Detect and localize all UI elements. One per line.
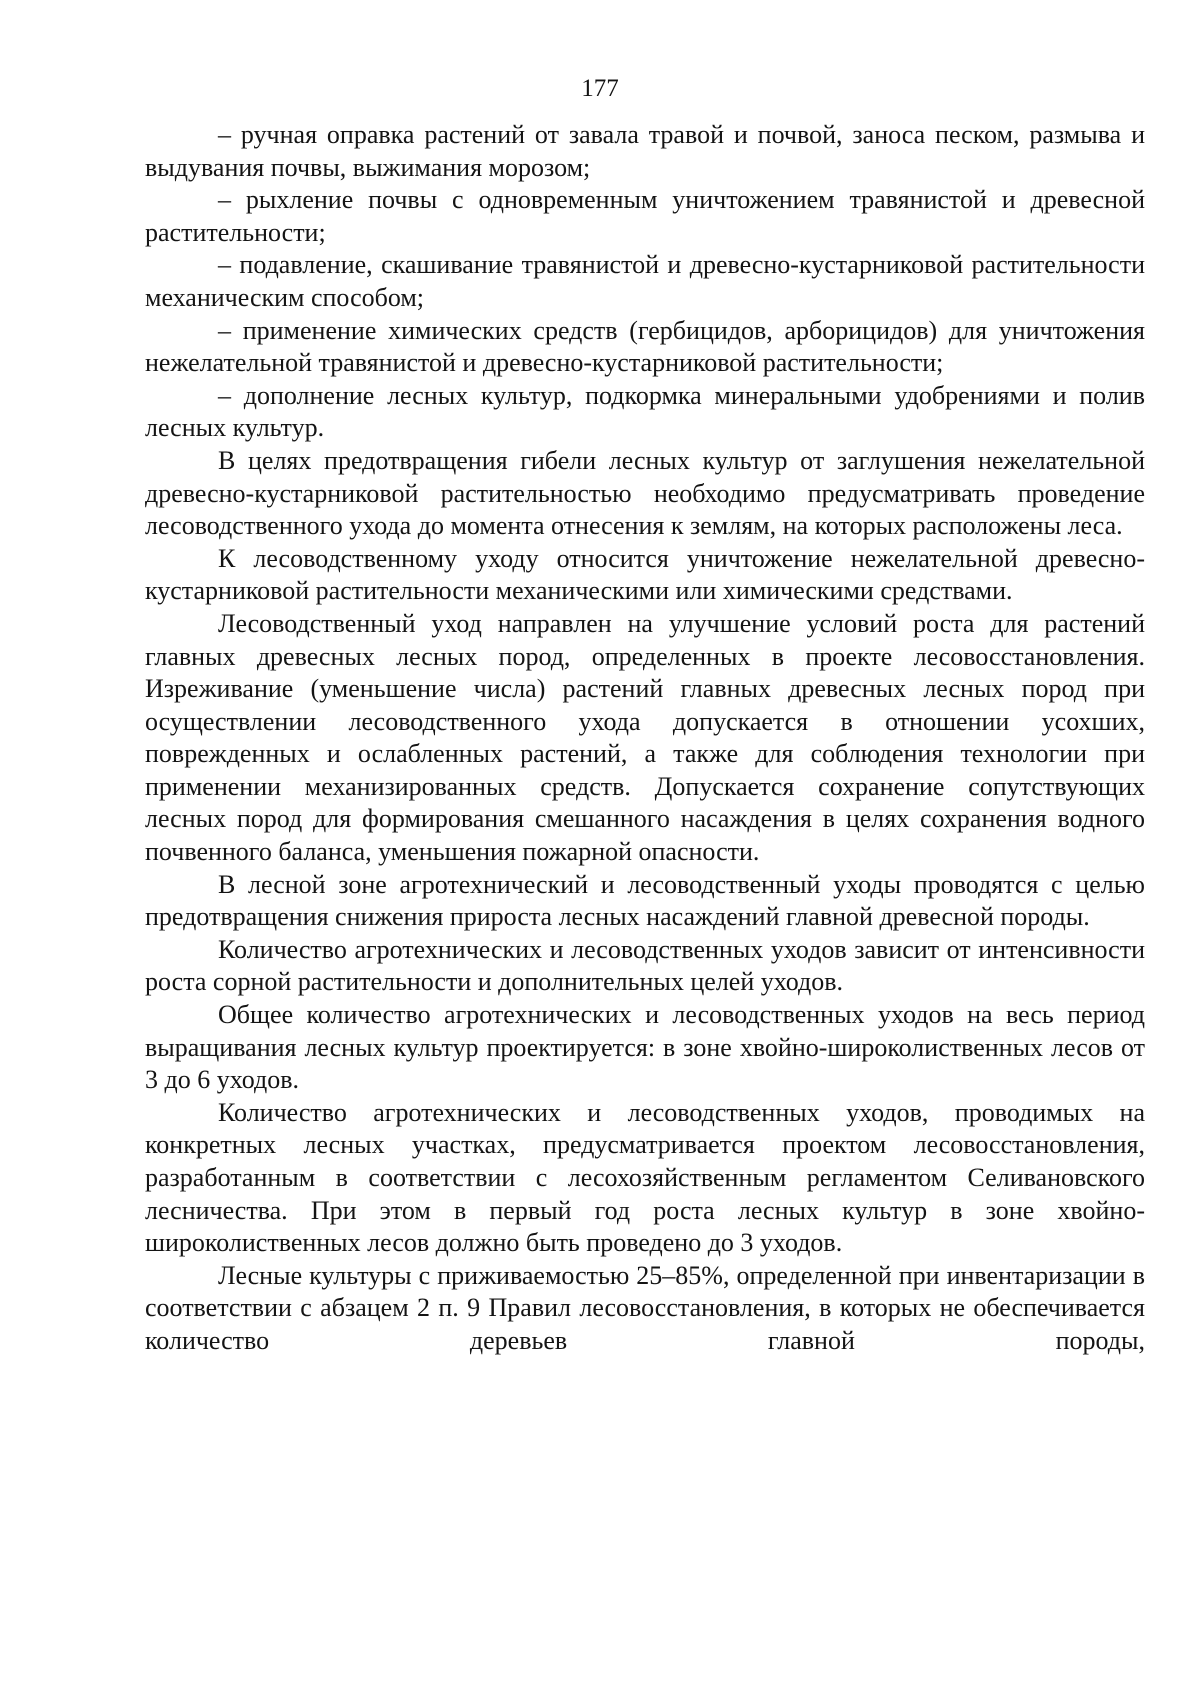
paragraph-list-item: – применение химических средств (гербицидов, арборицидов) для уничтожения нежелательной травянистой и древесно-кустарниковой растительности; bbox=[145, 315, 1145, 378]
paragraph: В целях предотвращения гибели лесных культур от заглушения нежелательной древесно-кустарниковой растительностью необходимо предусматривать проведение лесоводственного ухода до момента отнесения к землям, на которых расположены леса. bbox=[145, 445, 1145, 541]
paragraph: К лесоводственному уходу относится уничтожение нежелательной древесно-кустарниковой растительности механическими или химическими средствами. bbox=[145, 543, 1145, 606]
paragraph: Количество агротехнических и лесоводственных уходов, проводимых на конкретных лесных участках, предусматривается проектом лесовосстановления, разработанным в соответствии с лесохозяйственным регламентом Селивановского лесничества. При этом в первый год роста лесных культур в зоне хвойно-широколиственных лесов должно быть проведено до 3 уходов. bbox=[145, 1097, 1145, 1258]
paragraph-list-item: – подавление, скашивание травянистой и древесно-кустарниковой растительности механическим способом; bbox=[145, 250, 1145, 312]
page-number: 177 bbox=[581, 75, 619, 102]
paragraph-list-item: – ручная оправка растений от завала травой и почвой, заноса песком, размыва и выдувания почвы, выжимания морозом; bbox=[145, 120, 1145, 182]
paragraph: Лесоводственный уход направлен на улучшение условий роста для растений главных древесных лесных пород, определенных в проекте лесовосстановления. Изреживание (уменьшение числа) растений главных древесных лесных пород при осуществлении лесоводственного ухода допускается в отношении усохших, поврежденных и ослабленных растений, а также для соблюдения технологии при применении механизированных средств. Допускается сохранение сопутствующих лесных пород для формирования смешанного насаждения в целях сохранения водного почвенного баланса, уменьшения пожарной опасности. bbox=[145, 608, 1145, 867]
paragraph: Общее количество агротехнических и лесоводственных уходов на весь период выращивания лесных культур проектируется: в зоне хвойно-широколиственных лесов от 3 до 6 уходов. bbox=[145, 1000, 1145, 1095]
paragraph-list-item: – дополнение лесных культур, подкормка минеральными удобрениями и полив лесных культур. bbox=[145, 380, 1145, 443]
document-body bbox=[145, 119, 1145, 1358]
paragraph-continued: Лесные культуры с приживаемостью 25–85%, определенной при инвентаризации в соответствии с абзацем 2 п. 9 Правил лесовосстановления, в которых не обеспечивается количество деревьев главной породы, bbox=[145, 1260, 1145, 1355]
paragraph-list-item: – рыхление почвы с одновременным уничтожением травянистой и древесной растительности; bbox=[145, 185, 1145, 247]
paragraph: Количество агротехнических и лесоводственных уходов зависит от интенсивности роста сорной растительности и дополнительных целей уходов. bbox=[145, 934, 1145, 997]
paragraph: В лесной зоне агротехнический и лесоводственный уходы проводятся с целью предотвращения снижения прироста лесных насаждений главной древесной породы. bbox=[145, 869, 1145, 932]
